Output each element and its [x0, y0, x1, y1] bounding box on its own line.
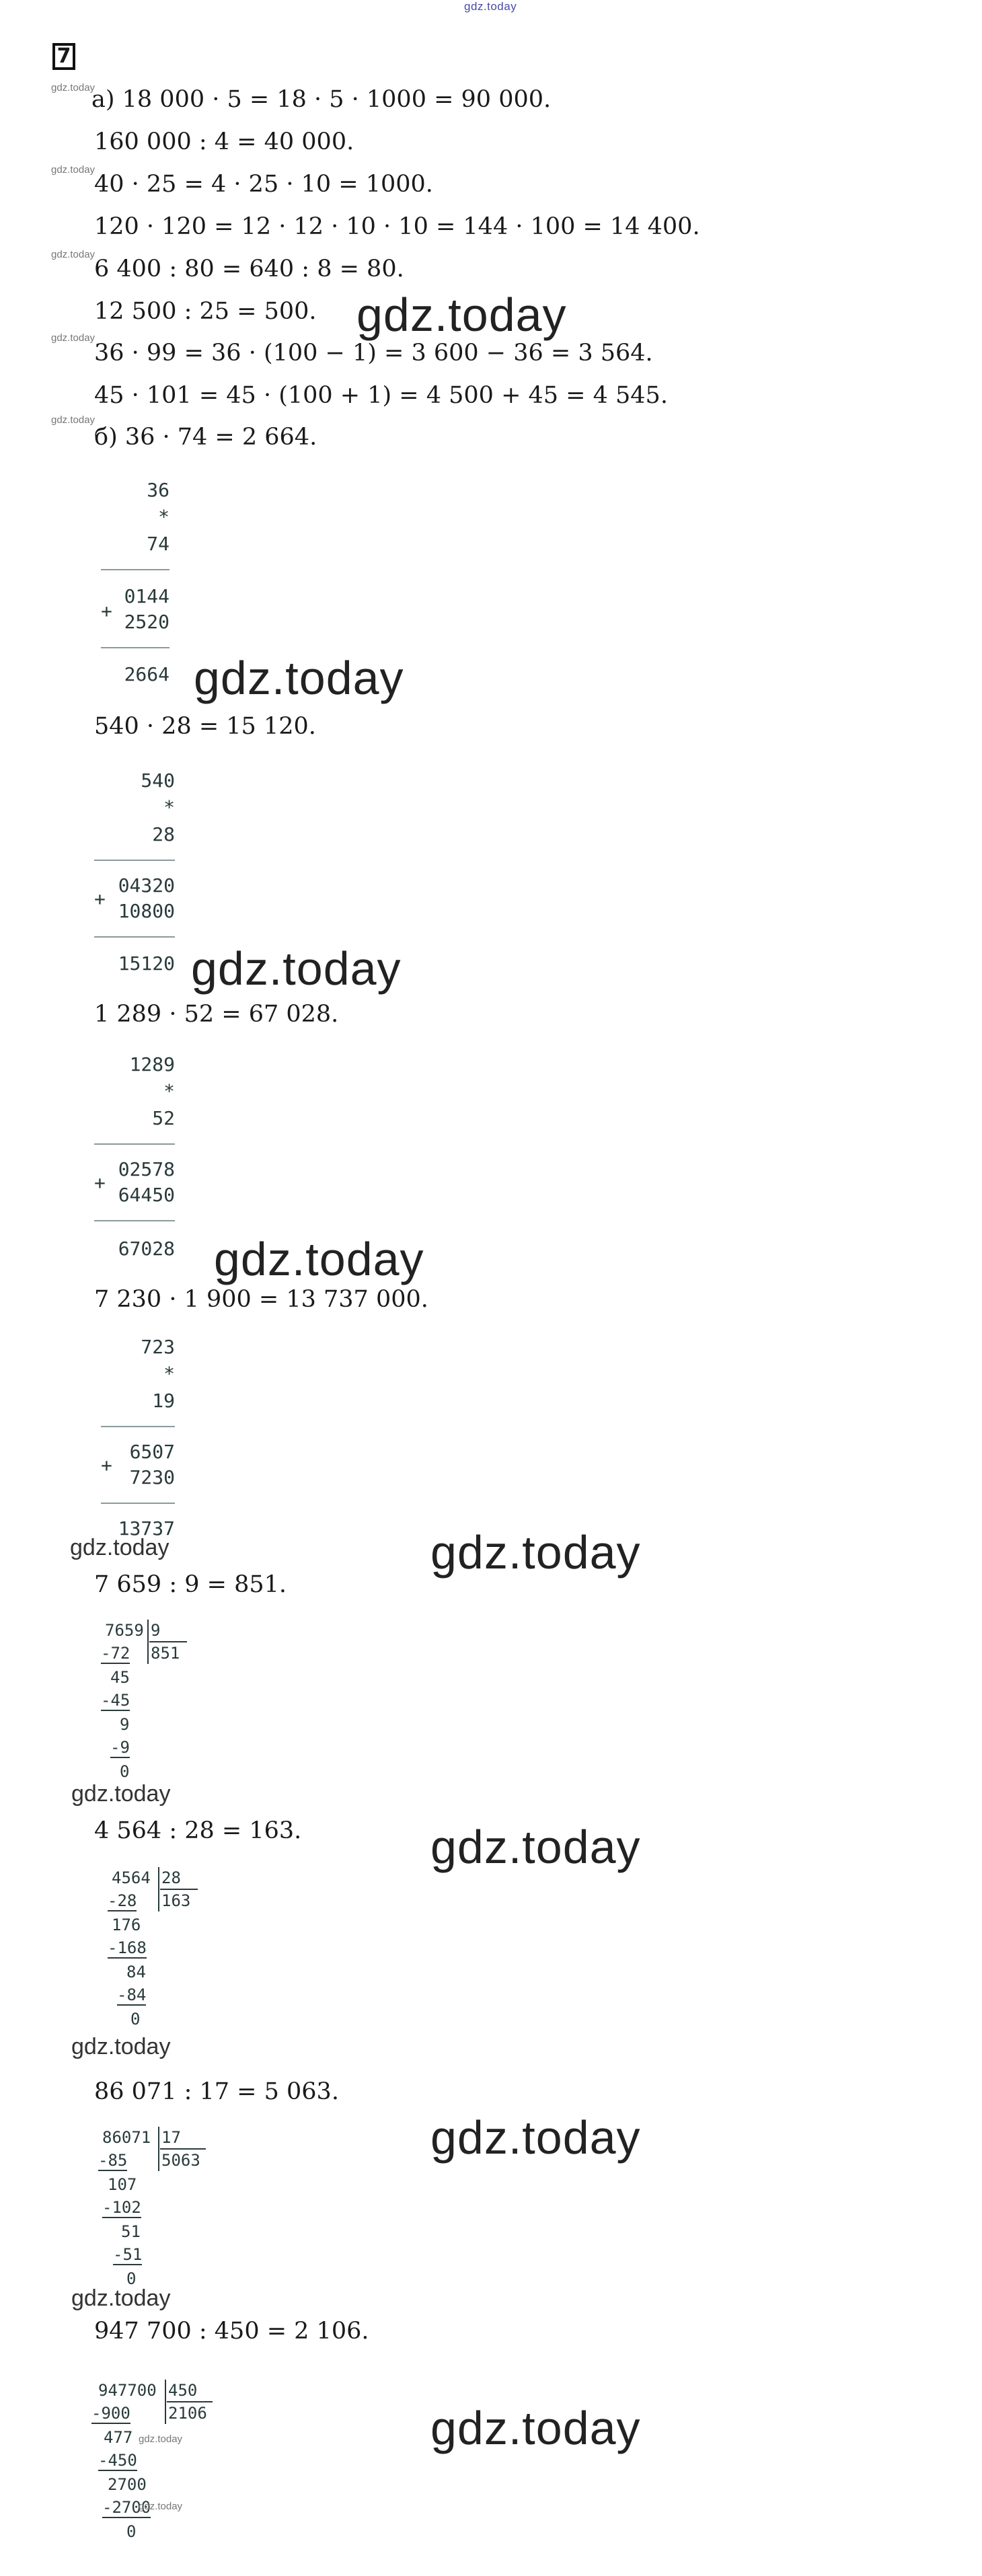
- mid-watermark: gdz.today: [71, 2285, 171, 2311]
- equation-line: 947 700 : 450 = 2 106.: [94, 2318, 369, 2345]
- small-watermark: gdz.today: [51, 249, 96, 260]
- small-watermark: gdz.today: [51, 414, 96, 426]
- mid-watermark: gdz.today: [71, 1781, 171, 1807]
- multiply-sign: *: [163, 1363, 175, 1385]
- dividend: 7659: [105, 1621, 144, 1640]
- plus-sign: +: [101, 1454, 112, 1476]
- equation-line: 12 500 : 25 = 500.: [94, 298, 317, 325]
- equation-line: 6 400 : 80 = 640 : 8 = 80.: [94, 256, 404, 282]
- multiply-sign: *: [163, 1080, 175, 1102]
- small-watermark: gdz.today: [139, 2433, 183, 2445]
- divisor: 28: [161, 1868, 181, 1887]
- big-watermark: gdz.today: [214, 1233, 424, 1285]
- remainder: 84: [126, 1963, 146, 1981]
- big-watermark: gdz.today: [356, 289, 567, 341]
- divider-line: [101, 1503, 175, 1504]
- multiplier: 74: [147, 533, 169, 555]
- partial-product: 0144: [124, 585, 169, 607]
- remainder: 51: [121, 2222, 141, 2241]
- divider-line: [94, 860, 175, 861]
- equation-line: 86 071 : 17 = 5 063.: [94, 2078, 339, 2105]
- equation-line: 40 · 25 = 4 · 25 · 10 = 1000.: [94, 171, 433, 198]
- equation-line: 540 · 28 = 15 120.: [94, 713, 316, 740]
- division-line: [160, 1889, 198, 1890]
- top-watermark: gdz.today: [464, 0, 517, 13]
- mid-watermark: gdz.today: [71, 2034, 171, 2059]
- remainder: 2700: [108, 2475, 147, 2494]
- partial-product: 10800: [118, 900, 175, 922]
- equation-line: 45 · 101 = 45 · (100 + 1) = 4 500 + 45 = 4 545.: [94, 382, 668, 409]
- quotient: 163: [161, 1891, 191, 1910]
- multiplier: 28: [152, 823, 175, 845]
- remainder: 0: [126, 2522, 137, 2541]
- divider-line: [101, 1426, 175, 1427]
- remainder: 176: [112, 1916, 141, 1934]
- multiplicand: 36: [147, 479, 169, 501]
- remainder: 107: [108, 2175, 137, 2194]
- equation-line: 4 564 : 28 = 163.: [94, 1817, 302, 1844]
- divisor: 9: [151, 1621, 161, 1640]
- partial-product: 2520: [124, 611, 169, 633]
- multiplicand: 723: [141, 1336, 175, 1358]
- equation-line: 160 000 : 4 = 40 000.: [94, 128, 354, 155]
- subtrahend: -28: [108, 1891, 137, 1910]
- multiplier: 52: [152, 1107, 175, 1129]
- partial-product: 04320: [118, 874, 175, 897]
- task-number-box: 7: [52, 43, 75, 70]
- big-watermark: gdz.today: [430, 1821, 641, 1873]
- division-bar: [158, 1867, 159, 1911]
- subtrahend: -9: [110, 1738, 130, 1757]
- remainder: 0: [126, 2269, 137, 2288]
- equation-line: 36 · 99 = 36 · (100 − 1) = 3 600 − 36 = 3 564.: [94, 340, 653, 367]
- equation-line: 7 659 : 9 = 851.: [94, 1571, 287, 1598]
- quotient: 5063: [161, 2151, 200, 2170]
- small-watermark: gdz.today: [139, 2501, 183, 2512]
- subtrahend: -900: [91, 2404, 130, 2423]
- divisor: 450: [168, 2381, 198, 2400]
- divider-line: [94, 1220, 175, 1221]
- big-watermark: gdz.today: [191, 942, 402, 995]
- mid-watermark: gdz.today: [70, 1535, 169, 1560]
- product-result: 67028: [118, 1238, 175, 1260]
- subtrahend: -450: [98, 2451, 137, 2470]
- division-line: [167, 2401, 213, 2402]
- divider-line: [101, 569, 169, 570]
- multiplier: 19: [152, 1390, 175, 1412]
- divisor: 17: [161, 2128, 181, 2147]
- remainder: 0: [120, 1762, 130, 1781]
- product-result: 2664: [124, 663, 169, 685]
- divider-line: [94, 936, 175, 938]
- equation-line: 120 · 120 = 12 · 12 · 10 · 10 = 144 · 100 = 14 400.: [94, 213, 700, 240]
- multiply-sign: *: [163, 796, 175, 819]
- product-result: 15120: [118, 952, 175, 975]
- subtrahend: -102: [102, 2198, 141, 2217]
- dividend: 86071: [102, 2128, 151, 2147]
- division-bar: [165, 2380, 166, 2424]
- plus-sign: +: [94, 1172, 106, 1194]
- partial-product: 64450: [118, 1184, 175, 1206]
- equation-line: б) 36 · 74 = 2 664.: [94, 424, 317, 451]
- remainder: 45: [110, 1668, 130, 1687]
- multiplicand: 1289: [129, 1053, 175, 1075]
- small-watermark: gdz.today: [51, 332, 96, 344]
- small-watermark: gdz.today: [51, 82, 96, 93]
- product-result: 13737: [118, 1517, 175, 1540]
- multiplicand: 540: [141, 769, 175, 792]
- plus-sign: +: [101, 600, 112, 622]
- big-watermark: gdz.today: [430, 2111, 641, 2164]
- quotient: 2106: [168, 2404, 207, 2423]
- remainder: 9: [120, 1715, 130, 1734]
- division-line: [149, 1641, 187, 1642]
- equation-line: 7 230 · 1 900 = 13 737 000.: [94, 1286, 428, 1313]
- subtrahend: -84: [117, 1985, 147, 2004]
- big-watermark: gdz.today: [430, 1526, 641, 1579]
- plus-sign: +: [94, 888, 106, 910]
- dividend: 4564: [112, 1868, 151, 1887]
- quotient: 851: [151, 1644, 180, 1663]
- divider-line: [94, 1143, 175, 1145]
- subtrahend: -45: [101, 1691, 130, 1710]
- big-watermark: gdz.today: [430, 2402, 641, 2454]
- subtrahend: -2700: [102, 2498, 151, 2517]
- remainder: 0: [130, 2010, 141, 2029]
- dividend: 947700: [98, 2381, 157, 2400]
- subtrahend: -85: [98, 2151, 128, 2170]
- partial-product: 02578: [118, 1158, 175, 1180]
- equation-line: а) 18 000 · 5 = 18 · 5 · 1000 = 90 000.: [91, 86, 552, 113]
- divider-line: [101, 647, 169, 648]
- division-line: [160, 2148, 206, 2150]
- division-bar: [147, 1620, 149, 1664]
- small-watermark: gdz.today: [51, 164, 96, 176]
- subtrahend: -168: [108, 1938, 147, 1957]
- remainder: 477: [104, 2428, 133, 2447]
- equation-line: 1 289 · 52 = 67 028.: [94, 1001, 339, 1028]
- subtrahend: -72: [101, 1644, 130, 1663]
- subtrahend: -51: [113, 2245, 143, 2264]
- big-watermark: gdz.today: [194, 652, 404, 704]
- partial-product: 7230: [129, 1466, 175, 1488]
- multiply-sign: *: [158, 506, 169, 528]
- partial-product: 6507: [129, 1441, 175, 1463]
- division-bar: [158, 2127, 159, 2171]
